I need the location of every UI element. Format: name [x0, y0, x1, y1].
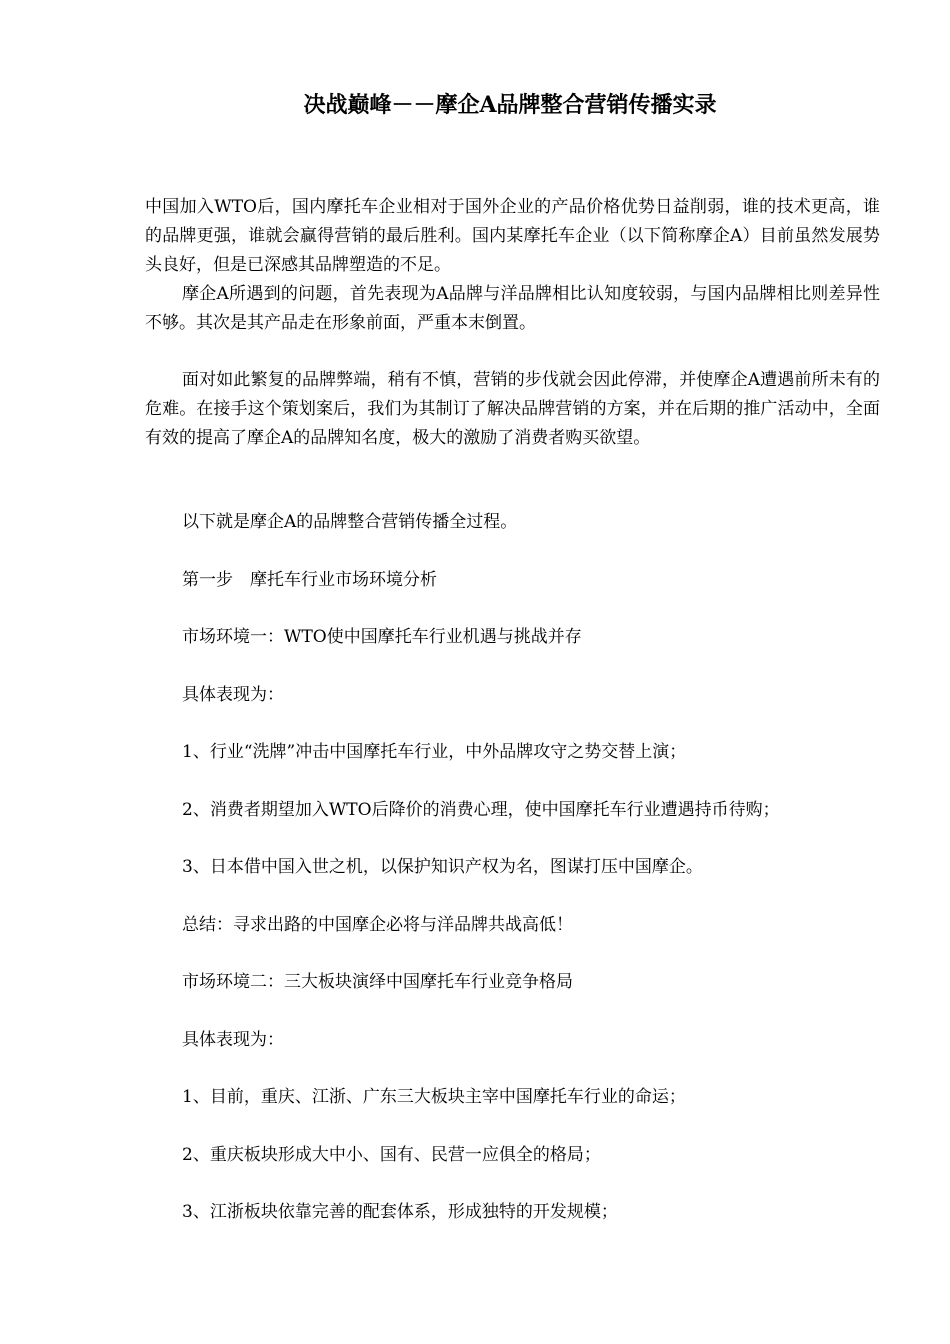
problem-paragraph: 摩企A所遇到的问题，首先表现为A品牌与洋品牌相比认知度较弱，与国内品牌相比则差异性不够。其次是其产品走在形象前面，严重本末倒置。	[145, 284, 880, 333]
specifics-label: 具体表现为：	[182, 685, 284, 705]
intro-paragraph: 中国加入WTO后，国内摩托车企业相对于国外企业的产品价格优势日益削弱，谁的技术更高，谁的品牌更强，谁就会赢得营销的最后胜利。国内某摩托车企业（以下简称摩企A）目前虽然发展势头良好，但是已深感其品牌塑造的不足。	[145, 197, 880, 275]
specifics-label: 具体表现为：	[182, 1030, 284, 1050]
market-env-two-heading: 市场环境二：三大板块演绎中国摩托车行业竞争格局	[182, 972, 573, 992]
solution-paragraph: 面对如此繁复的品牌弊端，稍有不慎，营销的步伐就会因此停滞，并使摩企A遭遇前所未有的危难。在接手这个策划案后，我们为其制订了解决品牌营销的方案，并在后期的推广活动中，全面有效的提高了摩企A的品牌知名度，极大的激励了消费者购买欲望。	[145, 370, 880, 448]
list-item: 1、行业“洗牌”冲击中国摩托车行业，中外品牌攻守之势交替上演；	[182, 742, 687, 762]
list-item: 1、目前，重庆、江浙、广东三大板块主宰中国摩托车行业的命运；	[182, 1087, 686, 1107]
step-one-heading: 第一步 摩托车行业市场环境分析	[182, 570, 437, 590]
summary-line: 总结：寻求出路的中国摩企必将与洋品牌共战高低！	[182, 915, 573, 935]
list-item: 3、日本借中国入世之机，以保护知识产权为名，图谋打压中国摩企。	[182, 857, 703, 877]
document-title: 决战巅峰－－摩企A品牌整合营销传播实录	[303, 92, 717, 118]
process-intro-line: 以下就是摩企A的品牌整合营销传播全过程。	[182, 512, 518, 532]
list-item: 3、江浙板块依靠完善的配套体系，形成独特的开发规模；	[182, 1202, 618, 1222]
list-item: 2、重庆板块形成大中小、国有、民营一应俱全的格局；	[182, 1145, 601, 1165]
market-env-one-heading: 市场环境一：WTO使中国摩托车行业机遇与挑战并存	[182, 627, 582, 647]
list-item: 2、消费者期望加入WTO后降价的消费心理，使中国摩托车行业遭遇持币待购；	[182, 800, 780, 820]
